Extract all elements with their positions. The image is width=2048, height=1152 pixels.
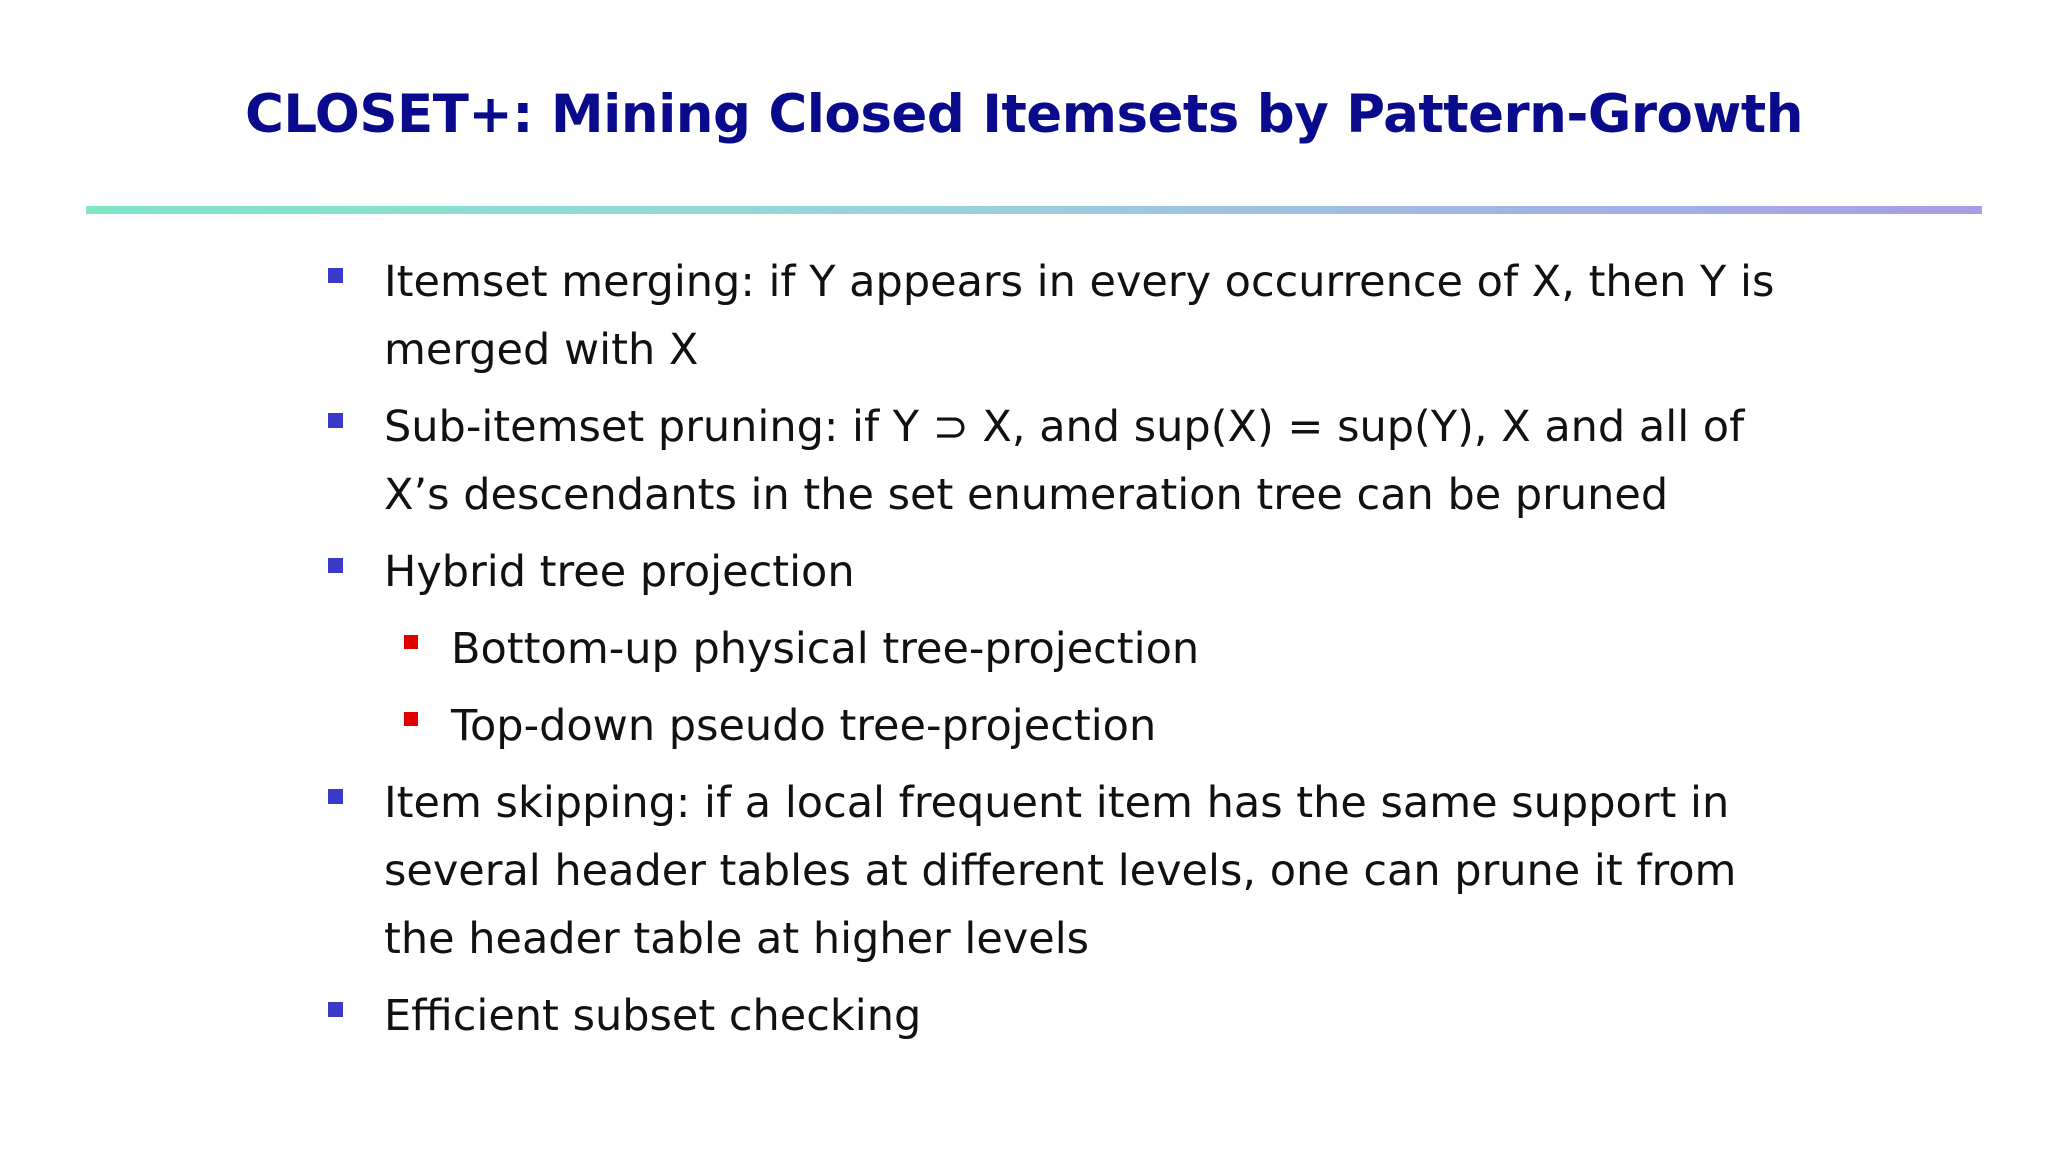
bullet-item xyxy=(324,769,1784,973)
bullet-list xyxy=(324,248,1784,1059)
sub-bullet-text: Top-down pseudo tree-projection xyxy=(451,701,1157,751)
bullet-item xyxy=(324,248,1784,384)
square-bullet-icon xyxy=(328,558,343,573)
square-bullet-icon xyxy=(328,268,343,283)
slide-title: CLOSET+: Mining Closed Itemsets by Pattern-Growth xyxy=(245,84,1803,145)
bullet-text: Hybrid tree projection xyxy=(384,547,855,597)
bullet-text: Item skipping: if a local frequent item has the same support in several header tables at different levels, one can prune it from the header table at higher levels xyxy=(384,778,1737,964)
red-square-bullet-icon xyxy=(404,712,418,726)
square-bullet-icon xyxy=(328,1002,343,1017)
square-bullet-icon xyxy=(328,413,343,428)
square-bullet-icon xyxy=(328,789,343,804)
sub-bullet-text: Bottom-up physical tree-projection xyxy=(451,624,1200,674)
sub-bullet-item xyxy=(324,692,1784,760)
title-divider xyxy=(86,206,1982,214)
red-square-bullet-icon xyxy=(404,635,418,649)
bullet-item xyxy=(324,982,1784,1050)
bullet-item xyxy=(324,393,1784,529)
bullet-item xyxy=(324,538,1784,606)
bullet-text: Sub-itemset pruning: if Y ⊃ X, and sup(X) = sup(Y), X and all of X’s descendants in the set enumeration tree can be pruned xyxy=(384,402,1745,520)
sub-bullet-item xyxy=(324,615,1784,683)
bullet-text: Itemset merging: if Y appears in every occurrence of X, then Y is merged with X xyxy=(384,257,1775,375)
bullet-text: Efficient subset checking xyxy=(384,991,922,1041)
